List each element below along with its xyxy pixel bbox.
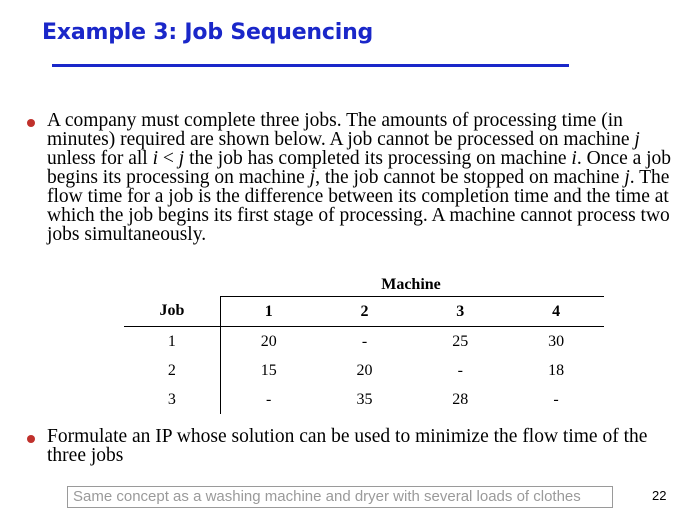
- bullet-paragraph-1: [47, 111, 687, 244]
- text-run: . The flow time for a job is the difference between its completion time and the time at which the job begins its first stage of processing. A machine cannot process two jobs simultaneously.: [47, 167, 670, 245]
- table-header-row: [124, 297, 604, 327]
- table-cell: -: [457, 361, 463, 379]
- table-row: [124, 327, 604, 357]
- job-cell: 3: [124, 385, 220, 414]
- text-run: j: [309, 167, 316, 188]
- text-run: Formulate an IP whose solution can be used to minimize the flow time of the three jobs: [47, 426, 648, 466]
- text-run: A company must complete three jobs. The amounts of processing time (in minutes) required are shown below. A job cannot be processed on machine: [47, 110, 635, 150]
- table-cell: 20: [260, 332, 277, 350]
- table-row-header: Job: [124, 297, 220, 327]
- slide-title: Example 3: Job Sequencing: [42, 20, 374, 45]
- table-cell: 18: [548, 361, 565, 379]
- bullet-dot-icon: [27, 435, 35, 443]
- text-run: <: [158, 148, 179, 169]
- text-run: j: [624, 167, 630, 188]
- job-cell: 2: [124, 356, 220, 385]
- text-run: i: [152, 148, 159, 169]
- table-cell: 28: [452, 390, 469, 408]
- column-header: 1: [220, 297, 316, 327]
- table-cell: 25: [452, 332, 469, 350]
- bullet-paragraph-2: [47, 427, 687, 465]
- table-cell: 30: [548, 332, 565, 350]
- text-run: . Once a job begins its processing on machine: [47, 148, 672, 188]
- title-underline: [52, 64, 569, 67]
- table-cell: 35: [356, 390, 373, 408]
- table-cell: -: [361, 332, 368, 350]
- table-row: [124, 356, 604, 385]
- table-cell: 15: [260, 361, 277, 379]
- column-header: 3: [412, 297, 508, 327]
- footer-note-box: Same concept as a washing machine and dryer with several loads of clothes: [67, 486, 613, 508]
- column-header: 2: [317, 297, 413, 327]
- column-header: 4: [508, 297, 604, 327]
- table-cell: -: [553, 390, 559, 408]
- text-run: unless for all: [47, 148, 153, 169]
- table-cell: -: [266, 390, 272, 408]
- table-cell: 20: [356, 361, 373, 379]
- text-run: , the job cannot be stopped on machine: [315, 167, 625, 188]
- text-run: j: [178, 148, 185, 169]
- text-run: j: [634, 129, 640, 150]
- table-row: [124, 385, 604, 414]
- text-run: i: [571, 148, 577, 169]
- bullet-dot-icon: [27, 119, 35, 127]
- job-cell: 1: [124, 327, 220, 357]
- table-group-header: Machine: [381, 276, 441, 293]
- text-run: the job has completed its processing on machine: [184, 148, 572, 169]
- page-number: 22: [652, 488, 667, 503]
- processing-time-table: [124, 296, 604, 414]
